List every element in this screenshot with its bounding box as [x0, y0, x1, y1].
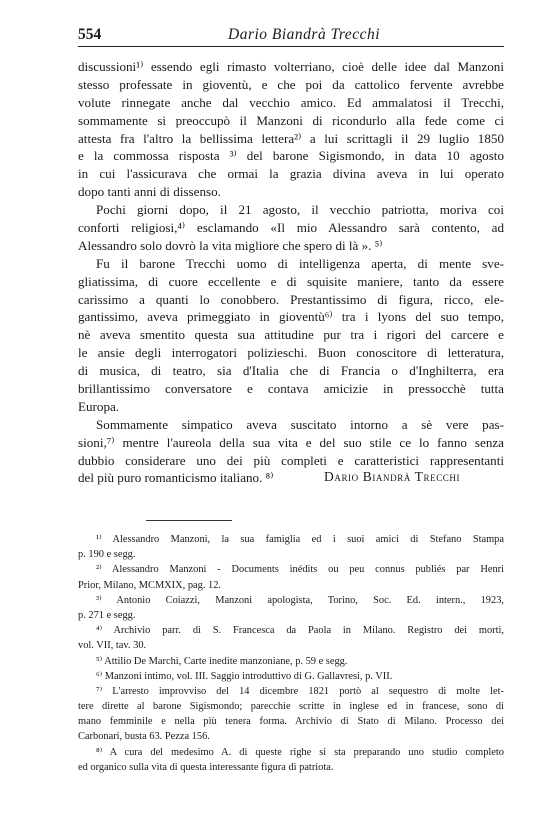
- body-line: gantissimo, aveva primeggiato in gioventù⁶⁾ tra i lyons del suo tempo,: [78, 309, 504, 325]
- footnote-line: vol. VII, tav. 30.: [78, 640, 147, 652]
- body-line: discussioni¹⁾ essendo egli rimasto volterriano, cioè delle idee dal Manzoni: [78, 59, 504, 74]
- footnote-line: p. 190 e segg.: [78, 549, 136, 561]
- page-header: [78, 26, 504, 46]
- footnote-line: ⁶⁾ Manzoni intimo, vol. III. Saggio introduttivo di G. Gallavresi, p. VII.: [96, 670, 393, 682]
- footnote-line: p. 271 e segg.: [78, 609, 136, 621]
- footnote-line: Carbonari, busta 63. Pezza 156.: [78, 731, 210, 743]
- body-line: nè aveva smentito questa sua attitudine pur tra i rigori del carcere e: [78, 327, 504, 343]
- footnote-line: ⁸⁾ A cura del medesimo A. di queste righe si sta preparando uno studio completo: [96, 746, 504, 758]
- body-line: e la commossa risposta ³⁾ del barone Sigismondo, in data 10 agosto: [78, 148, 504, 164]
- body-line: dopo tanti anni di dissenso.: [78, 184, 221, 200]
- body-line: dubbio considerare uno dei più completi e caratteristici rappresentanti: [78, 452, 504, 468]
- body-line: volute rinnegate anche dal vecchio amico. Ed ammalatosi il Trecchi,: [78, 94, 504, 110]
- body-line: Sommamente simpatico aveva suscitato intorno a sè vere pas-: [96, 416, 504, 432]
- running-title: Dario Biandrà Trecchi: [228, 26, 381, 43]
- footnote-line: ⁷⁾ L'arresto improvviso del 14 dicembre 1821 portò al sequestro di molte let-: [96, 685, 504, 697]
- body-line: attesta fra l'altro la bellissima lettera²⁾ a lui scrittagli il 29 luglio 1850: [78, 130, 504, 146]
- body-line: gliatissima, di cuore eccellente e di squisite maniere, tanto da essere: [78, 273, 504, 289]
- body-line: sioni,⁷⁾ mentre l'aureola della sua vita e del suo stile ce lo fanno senza: [78, 434, 504, 450]
- body-line: Fu il barone Trecchi uomo di intelligenza aperta, di mente sve-: [96, 255, 504, 271]
- body-line: Pochi giorni dopo, il 21 agosto, il vecchio patriotta, moriva coi: [96, 202, 504, 218]
- body-line: sommamente si preoccupò il Manzoni di ricondurlo alla fede come ci: [78, 112, 504, 128]
- body-line: brillantissimo conversatore e contava amicizie in pressocchè tutta: [78, 381, 504, 397]
- footnotes: [78, 532, 504, 775]
- footnote-line: tere dirette al barone Sigismondo; parecchie scritte in inglese ed in francese, sono di: [78, 701, 504, 713]
- body-line: carissimo a quanti lo conobbero. Prestantissimo di figura, ricco, ele-: [78, 291, 504, 307]
- body-line: Alessandro solo dovrò la vita migliore che spero di là ». ⁵⁾: [78, 237, 383, 253]
- footnote-line: ¹⁾ Alessandro Manzoni, la sua famiglia ed i suoi amici di Stefano Stampa: [96, 534, 504, 545]
- footnote-separator: [146, 520, 232, 521]
- body-line: in cui l'assicurava che ormai la grazia divina aveva in lui operato: [78, 166, 504, 182]
- footnote-line: ²⁾ Alessandro Manzoni - Documents inédits ou peu connus publiés par Henri: [96, 564, 504, 576]
- footnote-line: ⁵⁾ Attilio De Marchi, Carte inedite manzoniane, p. 59 e segg.: [96, 655, 348, 667]
- footnote-line: Prior, Milano, MCMXIX, pag. 12.: [78, 579, 222, 591]
- footnote-line: ⁴⁾ Archivio parr. di S. Francesca da Paola in Milano. Registro dei morti,: [96, 625, 504, 637]
- body-line: conforti religiosi,⁴⁾ esclamando «Il mio Alessandro sarà contento, ad: [78, 220, 504, 236]
- header-rule: [78, 46, 504, 47]
- body-line: del più puro romanticismo italiano. ⁸⁾: [78, 470, 274, 486]
- body-line: stesso professate in gioventù, e che poi da cattolico fervente avrebbe: [78, 76, 504, 92]
- footnote-line: mano femminile e nella più tenera forma. Archivio di Stato di Milano. Processo dei: [78, 716, 504, 728]
- author-signature: Dario Biandrà Trecchi: [324, 469, 461, 484]
- body-line: di musica, di teatro, sia d'Italia che di Francia o d'Inghilterra, era: [78, 363, 504, 379]
- body-line: le ansie degli interrogatori polizieschi. Buon conoscitore di letteratura,: [78, 345, 504, 361]
- footnote-line: ed organico sulla vita di questa interessante figura di patriota.: [78, 761, 334, 773]
- page-number: 554: [78, 26, 102, 43]
- body-text: [78, 58, 504, 487]
- footnote-line: ³⁾ Antonio Coiazzi, Manzoni apologista, Torino, Soc. Ed. intern., 1923,: [96, 594, 504, 606]
- body-line: Europa.: [78, 398, 120, 414]
